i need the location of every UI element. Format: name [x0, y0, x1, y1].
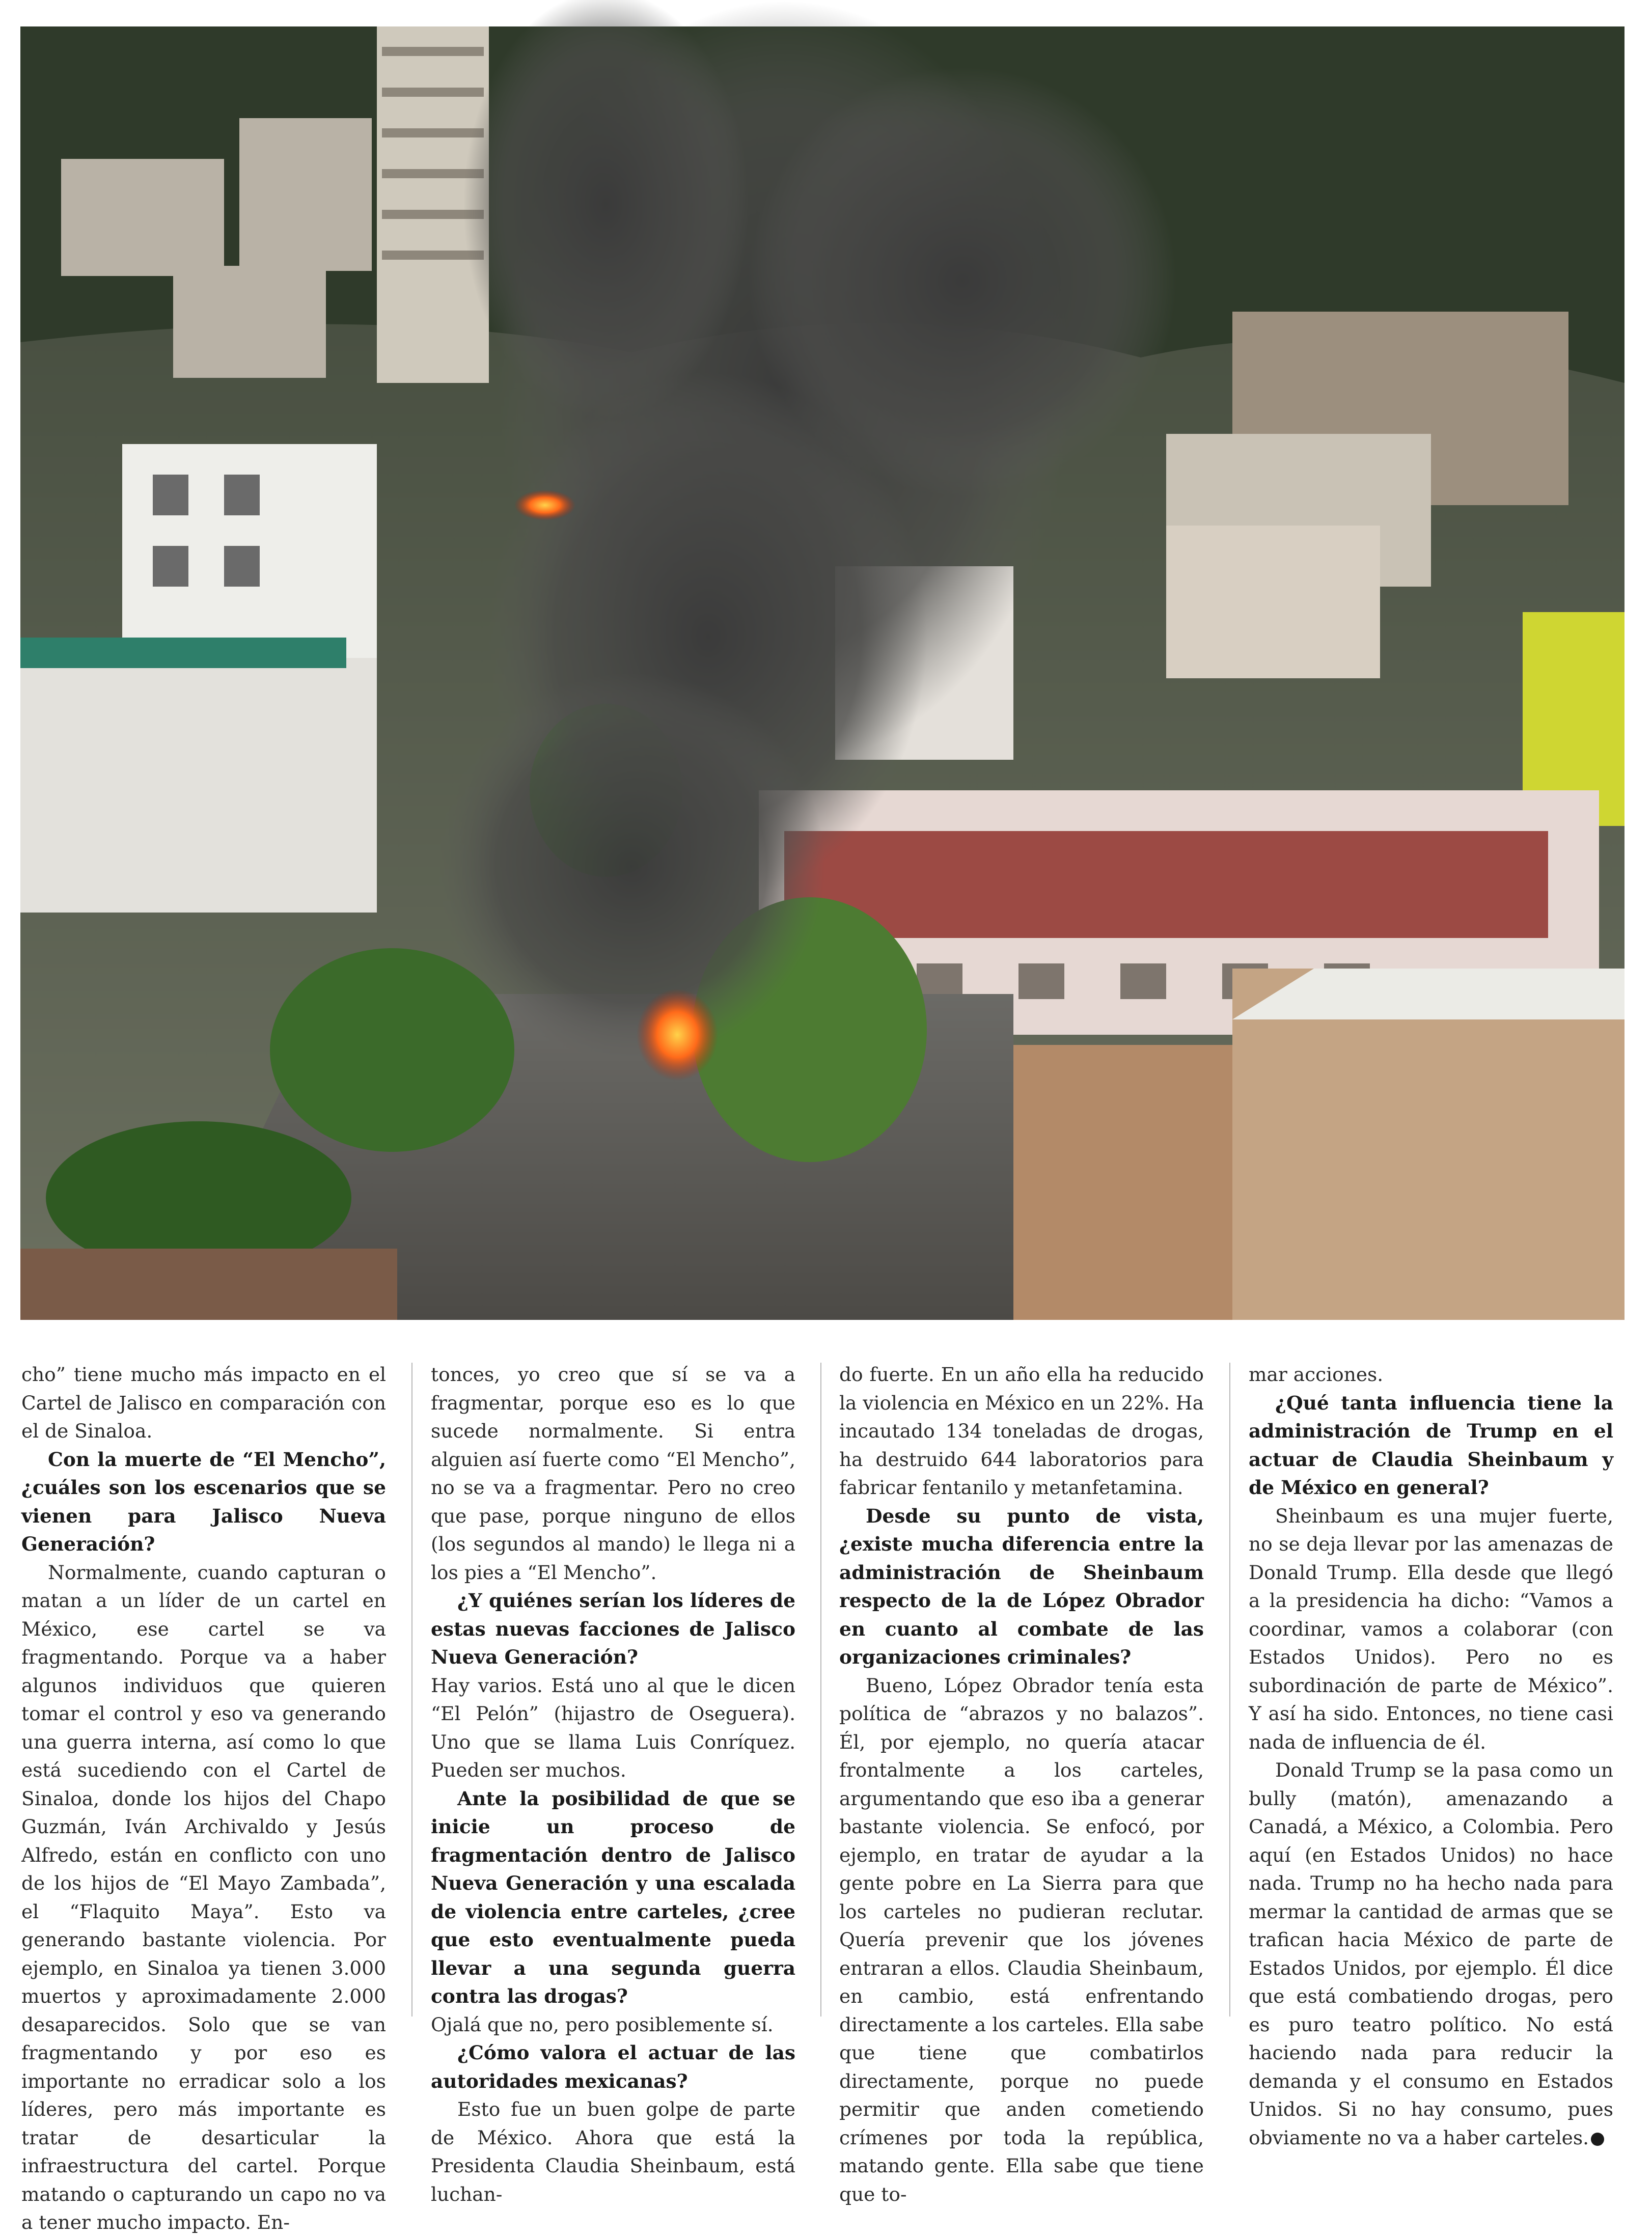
paragraph: Sheinbaum es una mujer fuerte, no se deja llevar por las amenazas de Donald Trump. Ella desde que llegó a la presidencia ha dicho: “Vamos a coordinar, vamos a colaborar (con Estados Unidos). Pero no es subordinación de parte de México”. Y así ha sido. Entonces, no tiene casi nada de influencia de él.	[1249, 1504, 1613, 1753]
article-column-4	[1249, 1361, 1613, 2149]
paragraph: Bueno, López Obrador tenía esta política de “abrazos y no balazos”. Él, por ejemplo, no quería atacar frontalmente a los carteles, argumentando que eso iba a generar bastante violencia. Se enfocó, por ejemplo, en tratar de ayudar a la gente pobre en La Sierra para que los carteles no pudieran reclutar. Quería prevenir que los jóvenes entraran a ellos. Claudia Sheinbaum, en cambio, está enfrentando directamente a los carteles. Ella sabe que tiene que combatirlos directamente, porque no puede permitir que anden cometiendo crímenes por toda la república, matando gente. Ella sabe que tiene que to-	[839, 1674, 1204, 2205]
interview-question: ¿Y quiénes serían los líderes de estas nuevas facciones de Jalisco Nueva Generación?	[431, 1589, 795, 1668]
interview-question: Con la muerte de “El Mencho”, ¿cuáles son los escenarios que se vienen para Jalisco Nueva Generación?	[21, 1448, 386, 1555]
paragraph	[1249, 1756, 1613, 2152]
paragraph: tonces, yo creo que sí se va a fragmentar, porque eso es lo que sucede normalmente. Si entra alguien así fuerte como “El Mencho”, no se va a fragmentar. Pero no creo que pase, porque ninguno de ellos (los segundos al mando) le llega ni a los pies a “El Mencho”.	[431, 1363, 795, 1584]
interview-question: ¿Cómo valora el actuar de las autoridades mexicanas?	[431, 2041, 795, 2092]
news-photo	[20, 26, 1625, 1320]
article-column-3	[839, 1361, 1204, 2205]
paragraph: mar acciones.	[1249, 1363, 1384, 1386]
interview-question: Desde su punto de vista, ¿existe mucha diferencia entre la administración de Sheinbaum respecto de la de López Obrador en cuanto al combate de las organizaciones criminales?	[839, 1504, 1204, 1668]
paragraph-text: Donald Trump se la pasa como un bully (matón), amenazando a Canadá, a México, a Colombia. Pero aquí (en Estados Unidos) no hace nada. Trump no ha hecho nada para mermar la cantidad de armas que se trafican hacia México de parte de Estados Unidos, por ejemplo. Él dice que está combatiendo drogas, pero es puro teatro político. No está haciendo nada para reducir la demanda y el consumo en Estados Unidos. Si no hay consumo, pues obviamente no va a haber carteles.	[1249, 1759, 1613, 2149]
column-divider	[411, 1363, 412, 2017]
paragraph: Esto fue un buen golpe de parte de México. Ahora que está la Presidenta Claudia Sheinbaum, está luchan-	[431, 2098, 795, 2205]
paragraph: Ojalá que no, pero posiblemente sí.	[431, 2013, 774, 2036]
paragraph: cho” tiene mucho más impacto en el Cartel de Jalisco en comparación con el de Sinaloa.	[21, 1363, 386, 1442]
column-divider	[1229, 1363, 1230, 2017]
paragraph: Hay varios. Está uno al que le dicen “El Pelón” (hijastro de Oseguera). Uno que se llama Luis Conríquez. Pueden ser muchos.	[431, 1674, 795, 1781]
column-divider	[820, 1363, 821, 2017]
paragraph: Normalmente, cuando capturan o matan a un líder de un cartel en México, ese cartel se va fragmentando. Porque va a haber algunos individuos que quieren tomar el control y eso va generando una guerra interna, así como lo que está sucediendo con el Cartel de Sinaloa, donde los hijos del Chapo Guzmán, Iván Archivaldo y Jesús Alfredo, están en conflicto con uno de los hijos de “El Mayo Zambada”, el “Flaquito Maya”. Esto va generando bastante violencia. Por ejemplo, en Sinaloa ya tienen 3.000 muertos y aproximadamente 2.000 desaparecidos. Solo que se van fragmentando y por eso es importante no erradicar solo a los líderes, pero más importante es tratar de desarticular la infraestructura del cartel. Porque matando o capturando un capo no va a tener mucho impacto. En-	[21, 1561, 386, 2233]
interview-question: Ante la posibilidad de que se inicie un proceso de fragmentación dentro de Jalisco Nueva Generación y una escalada de violencia entre carteles, ¿cree que esto eventualmente pueda llevar a una segunda guerra contra las drogas?	[431, 1787, 795, 2007]
interview-question: ¿Qué tanta influencia tiene la administración de Trump en el actuar de Claudia Sheinbaum y de México en general?	[1249, 1391, 1613, 1499]
article-column-2	[431, 1361, 795, 2205]
article-column-1	[21, 1361, 386, 2233]
paragraph: do fuerte. En un año ella ha reducido la violencia en México en un 22%. Ha incautado 134 toneladas de drogas, ha destruido 644 laboratorios para fabricar fentanilo y metanfetamina.	[839, 1363, 1204, 1499]
end-of-article-icon	[1591, 2133, 1604, 2146]
photo-illustration	[20, 26, 1625, 1320]
